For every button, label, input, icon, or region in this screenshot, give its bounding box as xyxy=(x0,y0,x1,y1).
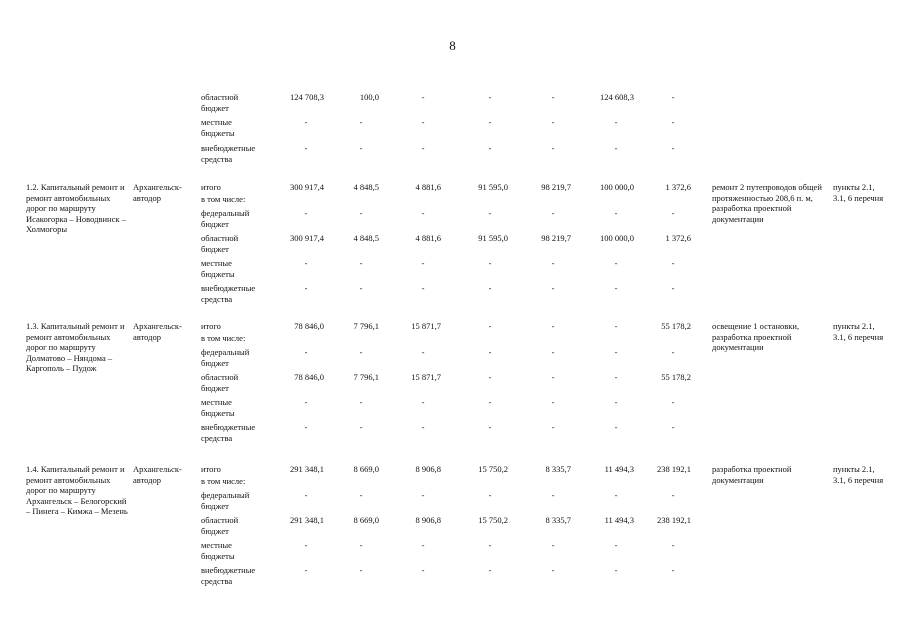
value-cell: 100 000,0 xyxy=(600,233,634,243)
value-cell: - xyxy=(551,92,555,102)
row-label: в том числе: xyxy=(201,194,246,204)
value-cell: - xyxy=(614,422,618,432)
value-cell: - xyxy=(614,347,618,357)
value-cell: - xyxy=(488,143,492,153)
section-title: 1.4. Капитальный ремонт и ремонт автомобильных дорог по маршруту Архангельск – Белогорский – Пинега – Кимжа – Мезень xyxy=(26,464,128,516)
row-label: областной бюджет xyxy=(201,372,239,393)
value-cell: 7 796,1 xyxy=(353,372,379,382)
value-cell: - xyxy=(421,565,425,575)
row-label: в том числе: xyxy=(201,333,246,343)
value-cell: - xyxy=(359,422,363,432)
value-cell: 8 669,0 xyxy=(353,464,379,474)
points-text: пункты 2.1, 3.1, 6 перечня xyxy=(833,321,884,342)
value-cell: - xyxy=(359,490,363,500)
value-cell: - xyxy=(488,490,492,500)
value-cell: 100 000,0 xyxy=(600,182,634,192)
value-cell: 300 917,4 xyxy=(290,182,324,192)
row-label: итого xyxy=(201,464,221,474)
value-cell: 78 846,0 xyxy=(294,321,324,331)
value-cell: - xyxy=(421,347,425,357)
value-cell: - xyxy=(421,92,425,102)
result-text: освещение 1 остановки, разработка проектной документации xyxy=(712,321,800,352)
value-cell: - xyxy=(671,143,675,153)
row-label: областной бюджет xyxy=(201,233,239,254)
value-cell: - xyxy=(671,347,675,357)
value-cell: - xyxy=(421,490,425,500)
value-cell: - xyxy=(488,258,492,268)
value-cell: - xyxy=(551,490,555,500)
value-cell: 15 871,7 xyxy=(411,321,441,331)
executor: Архангельск-автодор xyxy=(133,182,182,203)
value-cell: - xyxy=(421,208,425,218)
value-cell: - xyxy=(488,283,492,293)
points-text: пункты 2.1, 3.1, 6 перечня xyxy=(833,182,884,203)
value-cell: - xyxy=(551,283,555,293)
value-cell: - xyxy=(614,258,618,268)
value-cell: - xyxy=(551,397,555,407)
value-cell: - xyxy=(614,283,618,293)
value-cell: - xyxy=(488,321,492,331)
value-cell: - xyxy=(304,397,308,407)
value-cell: 8 335,7 xyxy=(545,464,571,474)
value-cell: - xyxy=(359,347,363,357)
result-text: разработка проектной документации xyxy=(712,464,792,485)
value-cell: - xyxy=(421,422,425,432)
value-cell: - xyxy=(304,540,308,550)
section-title: 1.2. Капитальный ремонт и ремонт автомобильных дорог по маршруту Исакогорка – Новодвинск – Холмогоры xyxy=(26,182,126,234)
row-label: местные бюджеты xyxy=(201,117,235,138)
row-label: областной бюджет xyxy=(201,515,239,536)
value-cell: 8 669,0 xyxy=(353,515,379,525)
value-cell: 4 848,5 xyxy=(353,182,379,192)
value-cell: - xyxy=(488,565,492,575)
value-cell: - xyxy=(671,208,675,218)
value-cell: - xyxy=(671,490,675,500)
value-cell: 4 881,6 xyxy=(415,182,441,192)
value-cell: - xyxy=(488,540,492,550)
value-cell: - xyxy=(421,540,425,550)
value-cell: - xyxy=(551,565,555,575)
value-cell: - xyxy=(671,397,675,407)
value-cell: - xyxy=(359,540,363,550)
value-cell: - xyxy=(671,92,675,102)
row-label: федеральный бюджет xyxy=(201,347,250,368)
value-cell: - xyxy=(359,565,363,575)
value-cell: - xyxy=(304,258,308,268)
section-title: 1.3. Капитальный ремонт и ремонт автомобильных дорог по маршруту Долматово – Няндома – Каргополь – Пудож xyxy=(26,321,125,373)
value-cell: - xyxy=(359,143,363,153)
value-cell: 124 608,3 xyxy=(600,92,634,102)
value-cell: 11 494,3 xyxy=(604,515,634,525)
value-cell: - xyxy=(551,321,555,331)
row-label: местные бюджеты xyxy=(201,258,235,279)
row-label: местные бюджеты xyxy=(201,397,235,418)
value-cell: - xyxy=(671,540,675,550)
value-cell: 8 906,8 xyxy=(415,515,441,525)
row-label: внебюджетные средства xyxy=(201,143,256,164)
value-cell: - xyxy=(488,347,492,357)
value-cell: - xyxy=(488,92,492,102)
value-cell: - xyxy=(551,372,555,382)
value-cell: 55 178,2 xyxy=(661,372,691,382)
value-cell: - xyxy=(488,397,492,407)
value-cell: - xyxy=(614,372,618,382)
value-cell: - xyxy=(614,397,618,407)
value-cell: - xyxy=(614,117,618,127)
value-cell: 98 219,7 xyxy=(541,182,571,192)
value-cell: - xyxy=(421,258,425,268)
value-cell: - xyxy=(614,490,618,500)
value-cell: - xyxy=(421,143,425,153)
row-label: в том числе: xyxy=(201,476,246,486)
value-cell: - xyxy=(614,208,618,218)
value-cell: - xyxy=(304,283,308,293)
value-cell: - xyxy=(421,283,425,293)
value-cell: 100,0 xyxy=(359,92,379,102)
row-label: областной бюджет xyxy=(201,92,239,113)
row-label: местные бюджеты xyxy=(201,540,235,561)
value-cell: - xyxy=(551,540,555,550)
value-cell: - xyxy=(614,143,618,153)
value-cell: 15 750,2 xyxy=(478,515,508,525)
value-cell: 4 881,6 xyxy=(415,233,441,243)
value-cell: 1 372,6 xyxy=(665,182,691,192)
value-cell: - xyxy=(304,208,308,218)
value-cell: 11 494,3 xyxy=(604,464,634,474)
value-cell: 238 192,1 xyxy=(657,515,691,525)
value-cell: - xyxy=(304,117,308,127)
value-cell: 91 595,0 xyxy=(478,182,508,192)
row-label: внебюджетные средства xyxy=(201,283,256,304)
value-cell: 8 335,7 xyxy=(545,515,571,525)
value-cell: 15 750,2 xyxy=(478,464,508,474)
value-cell: 300 917,4 xyxy=(290,233,324,243)
value-cell: - xyxy=(359,283,363,293)
value-cell: 238 192,1 xyxy=(657,464,691,474)
row-label: итого xyxy=(201,182,221,192)
result-text: ремонт 2 путепроводов общей протяженностью 208,6 п. м, разработка проектной документации xyxy=(712,182,822,224)
value-cell: - xyxy=(359,258,363,268)
value-cell: - xyxy=(671,117,675,127)
value-cell: - xyxy=(304,143,308,153)
value-cell: - xyxy=(614,565,618,575)
value-cell: - xyxy=(551,143,555,153)
value-cell: - xyxy=(488,117,492,127)
value-cell: - xyxy=(551,422,555,432)
row-label: внебюджетные средства xyxy=(201,565,256,586)
value-cell: - xyxy=(304,422,308,432)
value-cell: 124 708,3 xyxy=(290,92,324,102)
value-cell: - xyxy=(488,208,492,218)
value-cell: - xyxy=(551,347,555,357)
executor: Архангельск-автодор xyxy=(133,321,182,342)
value-cell: - xyxy=(671,258,675,268)
value-cell: - xyxy=(551,208,555,218)
value-cell: - xyxy=(671,283,675,293)
value-cell: 291 348,1 xyxy=(290,515,324,525)
points-text: пункты 2.1, 3.1, 6 перечня xyxy=(833,464,884,485)
value-cell: - xyxy=(304,565,308,575)
row-label: федеральный бюджет xyxy=(201,490,250,511)
value-cell: 7 796,1 xyxy=(353,321,379,331)
value-cell: 4 848,5 xyxy=(353,233,379,243)
value-cell: - xyxy=(488,422,492,432)
value-cell: - xyxy=(421,397,425,407)
value-cell: - xyxy=(551,117,555,127)
value-cell: - xyxy=(359,397,363,407)
value-cell: - xyxy=(359,117,363,127)
value-cell: - xyxy=(614,321,618,331)
value-cell: - xyxy=(359,208,363,218)
value-cell: - xyxy=(671,565,675,575)
page-number: 8 xyxy=(449,38,456,53)
value-cell: 15 871,7 xyxy=(411,372,441,382)
value-cell: - xyxy=(551,258,555,268)
value-cell: 55 178,2 xyxy=(661,321,691,331)
row-label: внебюджетные средства xyxy=(201,422,256,443)
value-cell: 98 219,7 xyxy=(541,233,571,243)
value-cell: - xyxy=(671,422,675,432)
value-cell: - xyxy=(421,117,425,127)
value-cell: 91 595,0 xyxy=(478,233,508,243)
value-cell: - xyxy=(304,347,308,357)
value-cell: - xyxy=(304,490,308,500)
value-cell: 8 906,8 xyxy=(415,464,441,474)
value-cell: - xyxy=(488,372,492,382)
value-cell: 78 846,0 xyxy=(294,372,324,382)
value-cell: - xyxy=(614,540,618,550)
executor: Архангельск-автодор xyxy=(133,464,182,485)
value-cell: 1 372,6 xyxy=(665,233,691,243)
value-cell: 291 348,1 xyxy=(290,464,324,474)
row-label: федеральный бюджет xyxy=(201,208,250,229)
row-label: итого xyxy=(201,321,221,331)
